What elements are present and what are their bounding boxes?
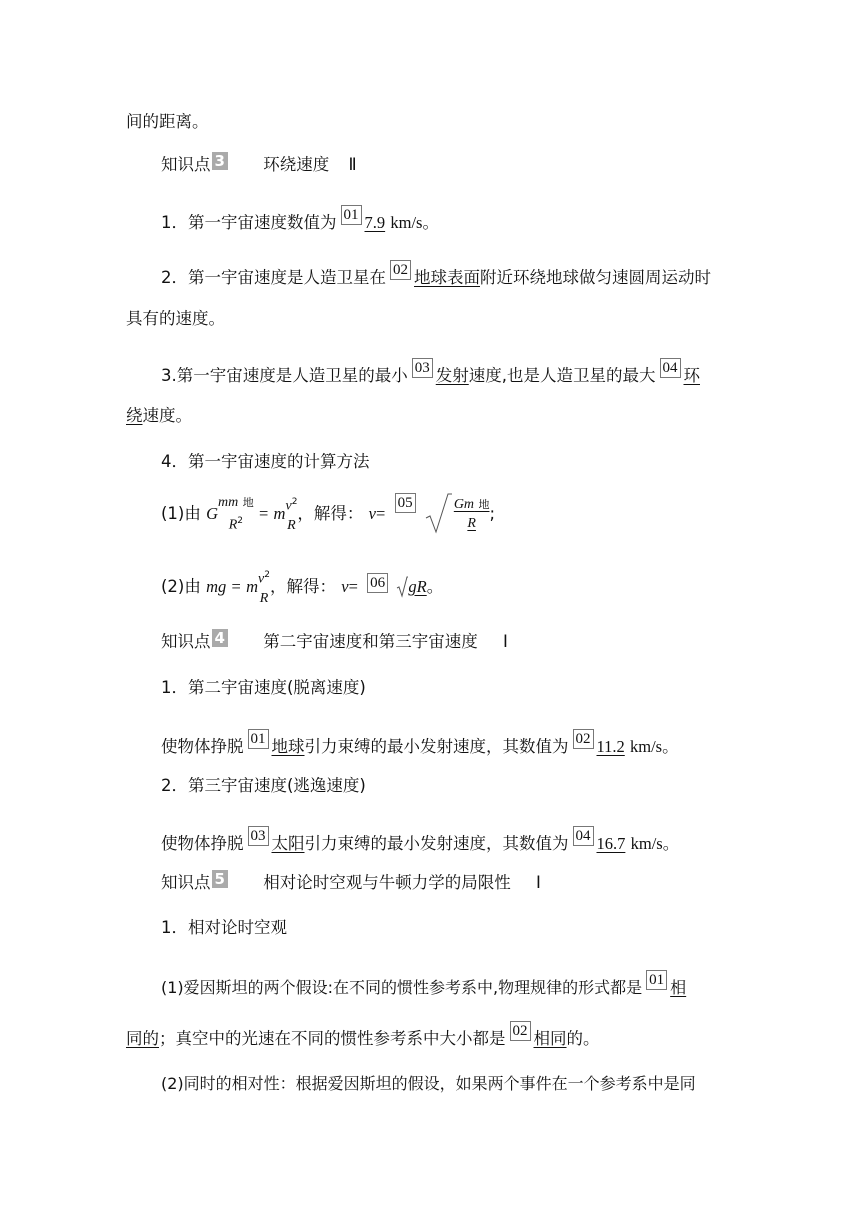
formula-text: 。	[426, 576, 444, 596]
formula-symbol: m	[273, 504, 286, 523]
formula-symbol: mg	[206, 576, 227, 596]
answer-value: gR	[408, 576, 427, 596]
answer-box: 05	[395, 493, 416, 513]
text-line: 1．第二宇宙速度(脱离速度)	[161, 678, 366, 697]
answer-box: 04	[573, 826, 594, 846]
text-line: 2．第三宇宙速度(逃逸速度)	[161, 776, 366, 795]
answer-box: 06	[367, 573, 388, 593]
equals-sign: =	[258, 504, 269, 523]
answer-box: 01	[646, 970, 667, 990]
section-label: 知识点	[161, 632, 211, 651]
section-label: 知识点	[161, 155, 211, 174]
answer-box: 01	[248, 729, 269, 749]
answer-value: 地球	[271, 737, 305, 756]
numerator: mm	[218, 495, 239, 511]
line-text: 的。	[566, 1029, 600, 1048]
section-level: Ⅰ	[502, 632, 508, 651]
line-text: 速度。	[142, 406, 192, 425]
line-text: 附近环绕地球做匀速圆周运动时	[480, 268, 711, 287]
text-line	[161, 358, 700, 388]
answer-value: 16.7	[596, 834, 626, 853]
text-line	[161, 970, 686, 1000]
line-text: 1．第一宇宙速度数值为	[161, 213, 337, 232]
numerator: v	[258, 571, 265, 587]
section-title: 第二宇宙速度和第三宇宙速度	[263, 632, 478, 651]
unit: km/s。	[630, 737, 679, 756]
equals-sign: =	[348, 576, 358, 596]
fraction: mm 地 $R^2$	[218, 495, 254, 533]
numerator: Gm	[453, 497, 475, 512]
section-level: Ⅱ	[348, 155, 357, 174]
answer-value: 环	[683, 366, 700, 385]
answer-box: 03	[412, 358, 433, 378]
denominator: R	[228, 517, 238, 533]
answer-value: 7.9	[364, 213, 386, 232]
line-text: 3.第一宇宙速度是人造卫星的最小	[161, 366, 408, 385]
radical-sign-icon	[424, 492, 452, 536]
section-number-badge: 5	[212, 870, 228, 888]
formula-line	[161, 492, 495, 536]
formula-symbol: v	[341, 576, 349, 596]
fraction	[454, 495, 490, 533]
square-root	[424, 492, 490, 536]
line-text: 引力束缚的最小发射速度，其数值为	[304, 737, 569, 756]
line-text: 2．第一宇宙速度是人造卫星在	[161, 268, 386, 287]
line-text: 使物体挣脱	[161, 737, 244, 756]
text-line: 具有的速度。	[126, 309, 225, 328]
formula-text: (1)由	[161, 504, 201, 523]
answer-value: 太阳	[271, 834, 305, 853]
unit: km/s。	[390, 213, 439, 232]
fraction: $v^2$ R	[285, 497, 298, 533]
section-number-badge: 3	[212, 152, 228, 170]
answer-box: 02	[510, 1021, 531, 1041]
answer-box: 02	[390, 260, 411, 280]
unit: km/s。	[630, 834, 680, 853]
formula-symbol: G	[206, 504, 219, 523]
formula-line	[161, 566, 443, 608]
section-level: Ⅰ	[535, 873, 541, 892]
text-line: (2)同时的相对性：根据爱因斯坦的假设，如果两个事件在一个参考系中是同	[161, 1074, 696, 1093]
formula-text: (2)由	[161, 576, 201, 596]
answer-box: 03	[248, 826, 269, 846]
answer-value: 发射	[435, 366, 469, 385]
formula-symbol: m	[246, 576, 259, 596]
text-line: 间的距离。	[126, 112, 209, 131]
formula-symbol: v	[368, 504, 376, 523]
line-text: ；真空中的光速在不同的惯性参考系中大小都是	[159, 1029, 506, 1048]
numerator: v	[285, 498, 292, 514]
answer-value: 绕	[126, 406, 143, 425]
section-title: 环绕速度	[263, 155, 330, 174]
formula-text: ，解得：	[297, 504, 364, 523]
line-text: (1)爱因斯坦的两个假设:在不同的惯性参考系中,物理规律的形式都是	[161, 978, 643, 997]
text-line	[126, 1021, 600, 1051]
text-line	[161, 205, 439, 235]
fraction: $v^2$ R	[258, 570, 270, 606]
radical-sign-icon	[396, 576, 408, 598]
section-title: 相对论时空观与牛顿力学的局限性	[263, 873, 511, 892]
text-line	[126, 404, 192, 428]
answer-value: 11.2	[596, 737, 625, 756]
answer-box: 01	[341, 205, 362, 225]
line-text: 使物体挣脱	[161, 834, 244, 853]
section-number-badge: 4	[212, 629, 228, 647]
subscript: 地	[478, 498, 490, 511]
text-line	[161, 260, 711, 290]
formula-text: ，解得：	[269, 576, 336, 596]
formula-text: ;	[489, 504, 496, 523]
answer-value: 相	[670, 978, 687, 997]
answer-box: 04	[660, 358, 681, 378]
line-text: 速度,也是人造卫星的最大	[468, 366, 656, 385]
section-heading	[161, 870, 541, 895]
denominator: R	[467, 516, 476, 531]
answer-value: 地球表面	[414, 268, 480, 287]
text-line: 4．第一宇宙速度的计算方法	[161, 452, 370, 471]
text-line	[161, 729, 679, 759]
line-text: 引力束缚的最小发射速度，其数值为	[304, 834, 569, 853]
equals-sign: =	[231, 576, 241, 596]
answer-value: 相同	[533, 1029, 567, 1048]
section-heading	[161, 629, 508, 654]
equals-sign: =	[376, 504, 386, 523]
denominator: R	[259, 590, 269, 606]
section-heading	[161, 152, 357, 177]
denominator: R	[287, 517, 296, 533]
text-line	[161, 826, 679, 856]
answer-box: 02	[573, 729, 594, 749]
answer-value: 同的	[126, 1029, 159, 1048]
subscript: 地	[242, 496, 254, 510]
section-label: 知识点	[161, 873, 211, 892]
text-line: 1．相对论时空观	[161, 918, 287, 937]
